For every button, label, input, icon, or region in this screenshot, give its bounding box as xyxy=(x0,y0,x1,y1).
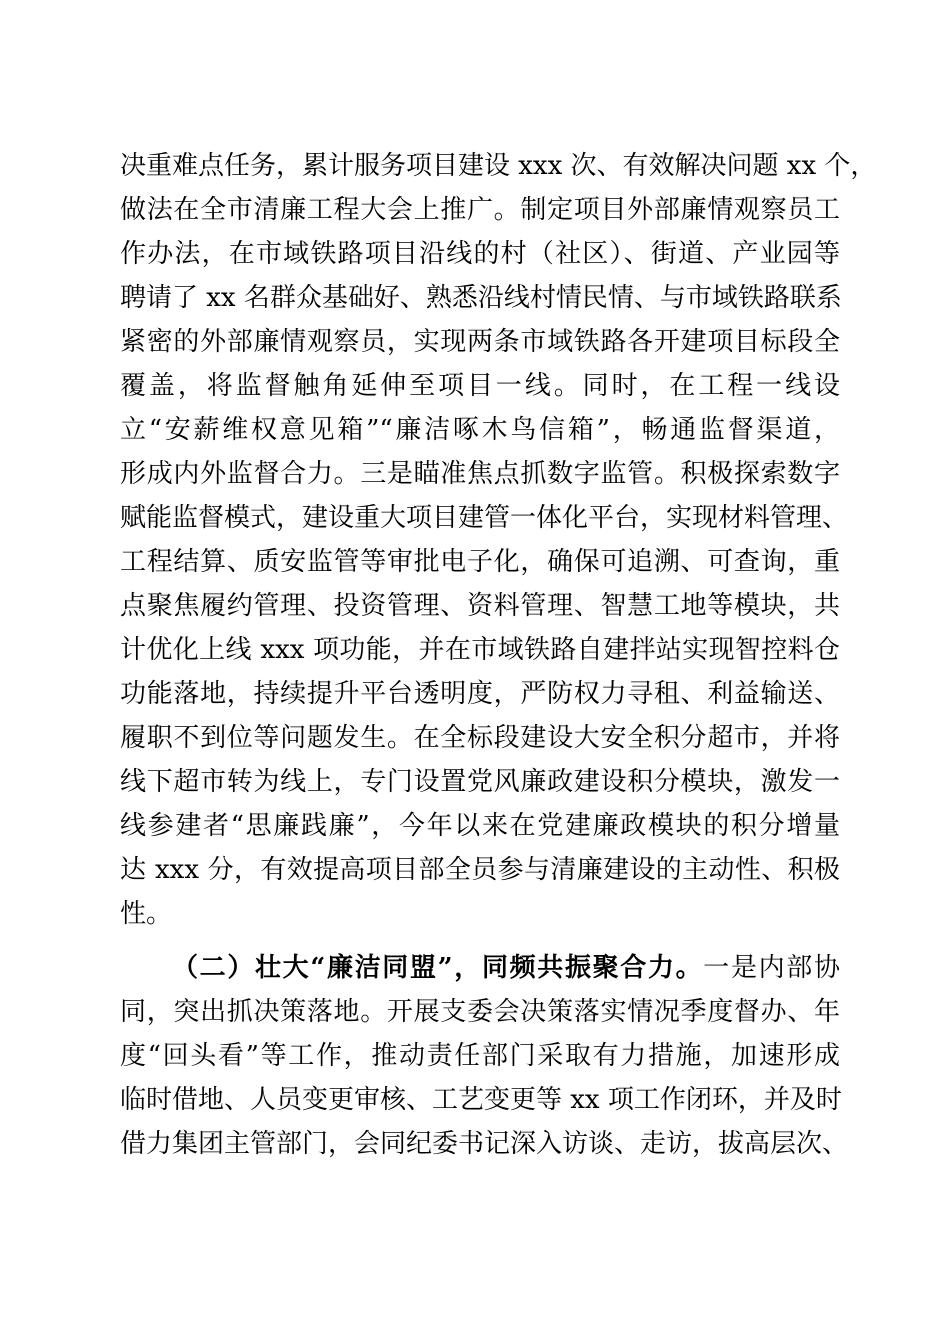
section-heading-line xyxy=(172,946,840,990)
paragraph-line: 线下超市转为线上，专门设置党风廉政建设积分模块，激发一 xyxy=(120,767,840,797)
paragraph-line: 做法在全市清廉工程大会上推广。制定项目外部廉情观察员工 xyxy=(120,195,840,225)
paragraph-line: 履职不到位等问题发生。在全标段建设大安全积分超市，并将 xyxy=(120,723,840,753)
paragraph-line: 临时借地、人员变更审核、工艺变更等 xx 项工作闭环，并及时 xyxy=(120,1085,842,1115)
paragraph-line: 工程结算、质安监管等审批电子化，确保可追溯、可查询，重 xyxy=(120,547,840,577)
paragraph-line: 形成内外监督合力。三是瞄准焦点抓数字监管。积极探索数字 xyxy=(120,459,840,489)
paragraph-line: 线参建者“思廉践廉”，今年以来在党建廉政模块的积分增量 xyxy=(120,811,840,841)
paragraph-line: 作办法，在市域铁路项目沿线的村（社区）、街道、产业园等 xyxy=(120,239,840,269)
paragraph-line: 覆盖，将监督触角延伸至项目一线。同时，在工程一线设 xyxy=(120,371,840,401)
paragraph-line: 紧密的外部廉情观察员，实现两条市域铁路各开建项目标段全 xyxy=(120,327,840,357)
paragraph-line: 同，突出抓决策落地。开展支委会决策落实情况季度督办、年 xyxy=(120,997,840,1027)
paragraph-line: 计优化上线 xxx 项功能，并在市域铁路自建拌站实现智控料仓 xyxy=(120,635,840,665)
paragraph-line: 功能落地，持续提升平台透明度，严防权力寻租、利益输送、 xyxy=(120,679,840,709)
paragraph-line: 性。 xyxy=(120,899,173,929)
paragraph-line: 达 xxx 分，有效提高项目部全员参与清廉建设的主动性、积极 xyxy=(120,855,840,885)
paragraph-line: 立“安薪维权意见箱”“廉洁啄木鸟信箱”，畅通监督渠道， xyxy=(120,415,840,445)
paragraph-line: 聘请了 xx 名群众基础好、熟悉沿线村情民情、与市域铁路联系 xyxy=(120,283,842,313)
paragraph-line: 赋能监督模式，建设重大项目建管一体化平台，实现材料管理、 xyxy=(120,503,849,533)
paragraph-line: 决重难点任务，累计服务项目建设 xxx 次、有效解决问题 xx 个， xyxy=(120,151,877,181)
paragraph-line: 度“回头看”等工作，推动责任部门采取有力措施，加速形成 xyxy=(120,1041,840,1071)
section-heading: （二）壮大“廉洁同盟”，同频共振聚合力。 xyxy=(172,953,704,983)
paragraph-line: 点聚焦履约管理、投资管理、资料管理、智慧工地等模块，共 xyxy=(120,591,840,621)
section-heading-tail: 一是内部协 xyxy=(703,953,840,983)
paragraph-line: 借力集团主管部门，会同纪委书记深入访谈、走访，拔高层次、 xyxy=(120,1129,849,1159)
